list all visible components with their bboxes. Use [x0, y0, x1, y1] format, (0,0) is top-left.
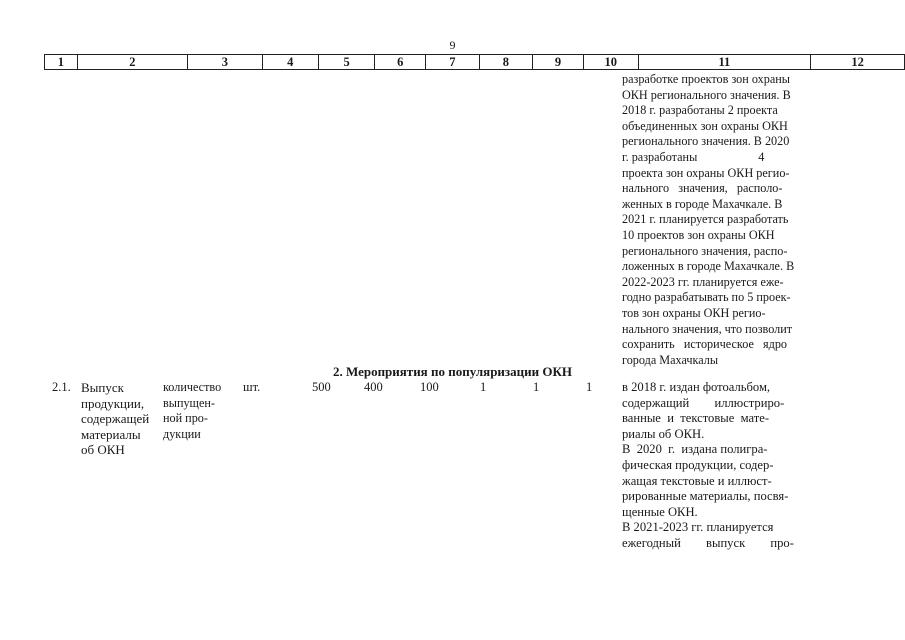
row-unit: шт. — [243, 380, 261, 394]
note-line: города Махачкалы — [622, 352, 719, 367]
note-line: женных в городе Махачкале. В — [622, 196, 783, 211]
note-line: 2018 г. разработаны 2 проекта — [622, 103, 778, 118]
note-line: ложенных в городе Махачкале. В — [622, 259, 795, 274]
row-note-line: рированные материалы, посвя- — [622, 489, 789, 504]
section-title: 2. Мероприятия по популяризации ОКН — [332, 364, 573, 379]
header-col-11: 11 — [638, 55, 811, 70]
note-line: 2022-2023 гг. планируется еже- — [622, 274, 784, 289]
header-col-3: 3 — [188, 55, 262, 70]
row-name-line: материалы — [81, 426, 141, 442]
row-value-2018: 500 — [312, 380, 331, 394]
column-header-row — [44, 54, 905, 70]
note-line: ОКН регионального значения. В — [622, 87, 791, 102]
header-col-4: 4 — [262, 55, 318, 70]
continuation-note — [622, 72, 812, 368]
header-col-5: 5 — [318, 55, 374, 70]
note-line: годно разрабатывать по 5 проек- — [622, 290, 791, 305]
row-name — [81, 380, 149, 458]
row-note-line: фическая продукции, содер- — [622, 457, 774, 472]
row-indicator-line: выпущен- — [163, 395, 215, 410]
row-indicator-line: количество — [163, 380, 222, 394]
row-name-line: Выпуск — [81, 380, 124, 395]
row-note-line: щенные ОКН. — [622, 504, 698, 519]
header-col-8: 8 — [479, 55, 533, 70]
header-col-1: 1 — [45, 55, 78, 70]
row-name-line: об ОКН — [81, 442, 125, 458]
header-col-10: 10 — [583, 55, 638, 70]
row-indicator — [163, 380, 221, 442]
row-note-line: жащая текстовые и иллюст- — [622, 473, 772, 488]
row-note-line: ванные и текстовые мате- — [622, 411, 770, 426]
row-note-line: в 2018 г. издан фотоальбом, — [622, 380, 771, 394]
row-name-line: содержащей — [81, 411, 150, 427]
note-line: нального значения, располо- — [622, 181, 783, 196]
row-value-2023: 1 — [586, 380, 593, 394]
row-indicator-line: ной про- — [163, 411, 208, 426]
note-line: тов зон охраны ОКН регио- — [622, 305, 766, 320]
note-line: сохранить историческое ядро — [622, 337, 788, 352]
header-col-2: 2 — [77, 55, 188, 70]
note-line: регионального значения. В 2020 — [622, 134, 790, 149]
note-line: нального значения, что позволит — [622, 321, 793, 336]
row-note-line: риалы об ОКН. — [622, 426, 705, 441]
note-line: г. разработаны 4 — [622, 149, 765, 164]
header-col-12: 12 — [811, 55, 905, 70]
note-line: регионального значения, распо- — [622, 243, 788, 258]
row-note-line: ежегодный выпуск про- — [622, 535, 794, 550]
row-name-line: продукции, — [81, 395, 145, 411]
note-line: проекта зон охраны ОКН регио- — [622, 165, 790, 180]
row-value-2021: 1 — [480, 380, 487, 394]
row-number: 2.1. — [52, 380, 71, 394]
header-col-7: 7 — [426, 55, 480, 70]
page-number: 9 — [449, 38, 456, 52]
note-line: 10 проектов зон охраны ОКН — [622, 227, 775, 242]
row-note-line: В 2021-2023 гг. планируется — [622, 520, 774, 535]
note-line: 2021 г. планируется разработать — [622, 212, 789, 227]
row-value-2022: 1 — [533, 380, 540, 394]
header-col-6: 6 — [375, 55, 426, 70]
row-note — [622, 380, 805, 552]
note-line: разработке проектов зон охраны — [622, 72, 790, 86]
row-value-2020: 100 — [420, 380, 439, 394]
row-note-line: В 2020 г. издана полигра- — [622, 442, 768, 457]
row-note-line: содержащий иллюстриро- — [622, 395, 785, 410]
row-value-2019: 400 — [364, 380, 383, 394]
header-col-9: 9 — [533, 55, 584, 70]
note-line: объединенных зон охраны ОКН — [622, 118, 788, 133]
row-indicator-line: дукции — [163, 426, 201, 441]
